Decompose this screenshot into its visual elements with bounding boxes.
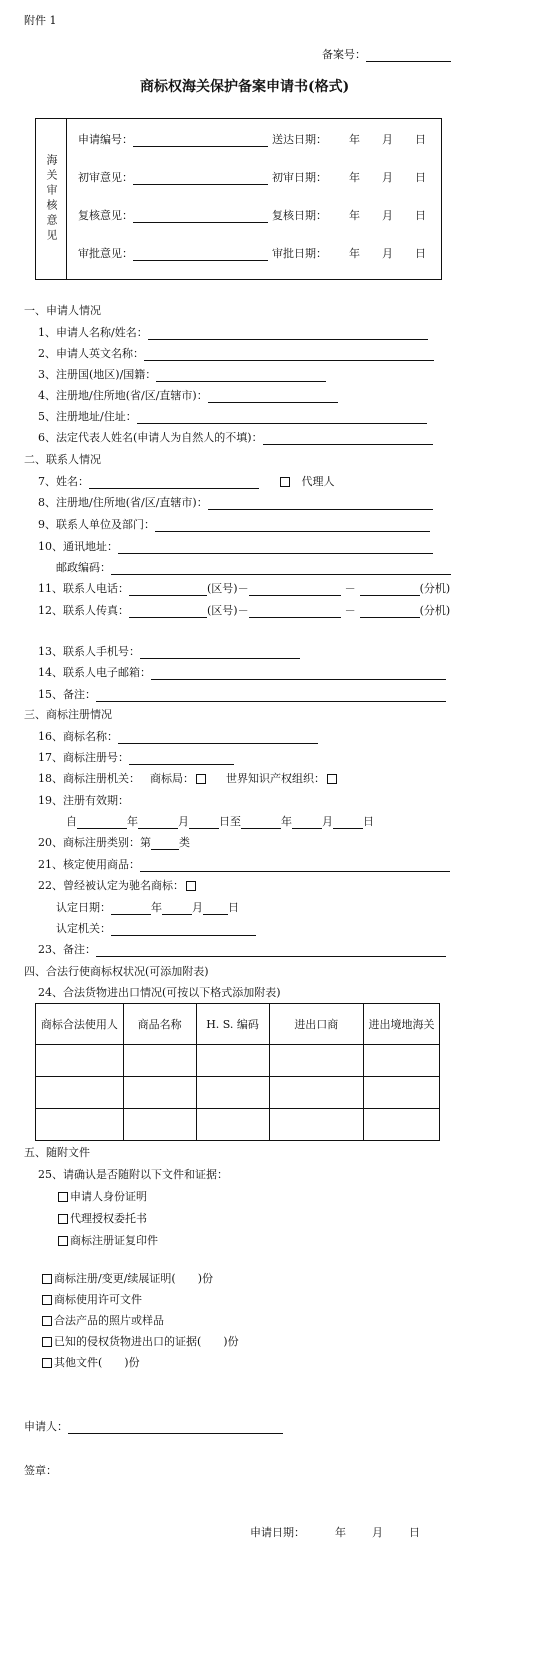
- agent-label: 代理人: [301, 475, 335, 488]
- category-label: 20、商标注册类别：: [38, 836, 140, 849]
- contact-reg-field[interactable]: [208, 497, 433, 510]
- record-no-label: 备案号：: [322, 48, 366, 61]
- contact-unit-label: 9、联系人单位及部门：: [38, 518, 155, 531]
- table-cell[interactable]: [36, 1045, 124, 1077]
- review-year-label: 年: [349, 133, 360, 146]
- doc-option[interactable]: [56, 1232, 158, 1248]
- fax-dash: －: [344, 604, 356, 617]
- contact-note-label: 15、备注：: [38, 688, 96, 701]
- doc-label: 合法产品的照片或样品: [54, 1314, 164, 1327]
- applicant-field-row: [38, 408, 427, 424]
- section-4-heading: 四、合法行使商标权状况(可添加附表): [24, 965, 209, 978]
- contact-unit-field[interactable]: [155, 519, 430, 532]
- fax-field[interactable]: [129, 605, 207, 618]
- applicant-field-label: 5、注册地址/住址：: [38, 410, 137, 423]
- contact-address-label: 10、通讯地址：: [38, 540, 118, 553]
- fax-ext-field[interactable]: [360, 605, 420, 618]
- review-date: [272, 207, 426, 223]
- table-cell[interactable]: [364, 1077, 440, 1109]
- fax-area-label: (区号)－: [207, 604, 249, 617]
- validity-from-year[interactable]: [77, 816, 127, 829]
- review-month-label: 月: [382, 209, 393, 222]
- seal-label: 签章：: [24, 1464, 57, 1477]
- rec-year-label: 年: [151, 901, 162, 914]
- table-cell[interactable]: [123, 1045, 196, 1077]
- tm-name-field[interactable]: [118, 731, 318, 744]
- table-cell[interactable]: [364, 1109, 440, 1141]
- mobile-field[interactable]: [140, 646, 300, 659]
- agent-option[interactable]: [278, 473, 335, 489]
- mobile-label: 13、联系人手机号：: [38, 645, 140, 658]
- review-left-label: 审批意见：: [78, 247, 133, 260]
- applicant-field-label: 3、注册国(地区)/国籍：: [38, 368, 157, 381]
- table-cell[interactable]: [123, 1077, 196, 1109]
- rec-year-field[interactable]: [111, 902, 151, 915]
- agent-checkbox[interactable]: [280, 477, 290, 487]
- tm-agency-row: [38, 770, 339, 786]
- applicant-field-label: 6、法定代表人姓名(申请人为自然人的不填)：: [38, 431, 263, 444]
- validity-day2-label: 日: [363, 815, 374, 828]
- review-year-label: 年: [349, 209, 360, 222]
- tm-no-row: [38, 749, 234, 765]
- applicant-label: 申请人：: [24, 1420, 68, 1433]
- validity-from-label: 自: [66, 815, 77, 828]
- page-title: 商标权海关保护备案申请书(格式): [140, 79, 350, 95]
- table-row: [36, 1045, 440, 1077]
- applicant-field-label: 4、注册地/住所地(省/区/直辖市)：: [38, 389, 208, 402]
- rec-day-label: 日: [228, 901, 239, 914]
- review-date: [272, 131, 426, 147]
- goods-table: [35, 1003, 440, 1141]
- wellknown-row: [38, 877, 198, 893]
- doc-checkbox[interactable]: [58, 1236, 68, 1246]
- doc-checkbox[interactable]: [58, 1214, 68, 1224]
- tm-name-row: [38, 728, 318, 744]
- contact-address-field[interactable]: [118, 541, 433, 554]
- contact-reg-label: 8、注册地/住所地(省/区/直辖市)：: [38, 496, 208, 509]
- table-cell[interactable]: [36, 1109, 124, 1141]
- validity-month-label: 月: [178, 815, 189, 828]
- validity-year-label: 年: [127, 815, 138, 828]
- review-left-field[interactable]: [133, 210, 268, 223]
- phone-dash: －: [344, 582, 356, 595]
- category-suffix: 类: [179, 836, 190, 849]
- applicant-field-input[interactable]: [156, 369, 326, 382]
- record-no-field[interactable]: [366, 49, 451, 62]
- phone-label: 11、联系人电话：: [38, 582, 129, 595]
- review-left-label: 申请编号：: [78, 133, 133, 146]
- review-date: [272, 169, 426, 185]
- apply-month-label: 月: [372, 1526, 383, 1539]
- review-date-label: 送达日期：: [272, 133, 327, 146]
- table-row: [36, 1109, 440, 1141]
- contact-name-label: 7、姓名：: [38, 475, 89, 488]
- contact-note-field[interactable]: [96, 689, 446, 702]
- email-field[interactable]: [151, 667, 446, 680]
- fax-ext-label: (分机): [419, 604, 451, 617]
- review-left-field[interactable]: [133, 172, 268, 185]
- apply-date-label: 申请日期：: [250, 1526, 305, 1539]
- doc-option[interactable]: [40, 1312, 164, 1328]
- wellknown-label: 22、曾经被认定为驰名商标：: [38, 879, 184, 892]
- email-label: 14、联系人电子邮箱：: [38, 666, 151, 679]
- doc-label: 其他文件( )份: [54, 1356, 140, 1369]
- doc-label: 已知的侵权货物进出口的证据( )份: [54, 1335, 239, 1348]
- phone-area-label: (区号)－: [207, 582, 249, 595]
- validity-month2-label: 月: [322, 815, 333, 828]
- applicant-field-row: [38, 324, 428, 340]
- validity-from-month[interactable]: [138, 816, 178, 829]
- rec-org-label: 认定机关：: [56, 922, 111, 935]
- phone-row: [38, 580, 450, 596]
- phone-field[interactable]: [129, 583, 207, 596]
- table-cell[interactable]: [196, 1077, 269, 1109]
- doc-label: 商标注册证复印件: [70, 1234, 158, 1247]
- phone-ext-field[interactable]: [360, 583, 420, 596]
- tm-no-field[interactable]: [129, 752, 234, 765]
- apply-date-row: [250, 1524, 420, 1540]
- tm-note-field[interactable]: [96, 944, 446, 957]
- review-day-label: 日: [415, 171, 426, 184]
- review-date-label: 复核日期：: [272, 209, 327, 222]
- review-left-label: 初审意见：: [78, 171, 133, 184]
- section-2-heading: 二、联系人情况: [24, 453, 101, 466]
- applicant-field-label: 1、申请人名称/姓名：: [38, 326, 148, 339]
- goods-table-header: 进出口商: [269, 1004, 364, 1045]
- table-cell[interactable]: [269, 1045, 364, 1077]
- review-side-label: 海关审核意见: [36, 119, 67, 279]
- applicant-field-row: [38, 387, 338, 403]
- table-cell[interactable]: [196, 1109, 269, 1141]
- table-cell[interactable]: [123, 1109, 196, 1141]
- doc-option[interactable]: [40, 1333, 239, 1349]
- fax-area-field[interactable]: [249, 605, 341, 618]
- apply-year-label: 年: [335, 1526, 346, 1539]
- review-day-label: 日: [415, 209, 426, 222]
- record-no: [322, 46, 451, 62]
- applicant-field-input[interactable]: [137, 411, 427, 424]
- doc-option[interactable]: [40, 1291, 142, 1307]
- contact-note-row: [38, 686, 446, 702]
- review-left-field[interactable]: [133, 248, 268, 261]
- doc-label: 商标使用许可文件: [54, 1293, 142, 1306]
- doc-checkbox[interactable]: [42, 1274, 52, 1284]
- fax-row: [38, 602, 450, 618]
- review-month-label: 月: [382, 247, 393, 260]
- contact-name-field[interactable]: [89, 476, 259, 489]
- review-month-label: 月: [382, 133, 393, 146]
- contact-reg-row: [38, 494, 433, 510]
- tm-name-label: 16、商标名称：: [38, 730, 118, 743]
- tm-note-row: [38, 941, 446, 957]
- postcode-field[interactable]: [111, 562, 451, 575]
- applicant-field-input[interactable]: [263, 432, 433, 445]
- section-1-heading: 一、申请人情况: [24, 304, 101, 317]
- doc-checkbox[interactable]: [42, 1358, 52, 1368]
- goods-row: [38, 856, 450, 872]
- rec-month-field[interactable]: [162, 902, 192, 915]
- table-row: [36, 1077, 440, 1109]
- goods-label: 21、核定使用商品：: [38, 858, 140, 871]
- doc-option[interactable]: [40, 1270, 213, 1286]
- table-cell[interactable]: [364, 1045, 440, 1077]
- review-day-label: 日: [415, 247, 426, 260]
- contact-unit-row: [38, 516, 430, 532]
- category-row: [38, 834, 190, 850]
- doc-checkbox[interactable]: [42, 1295, 52, 1305]
- table-cell[interactable]: [36, 1077, 124, 1109]
- doc-checkbox[interactable]: [42, 1316, 52, 1326]
- email-row: [38, 664, 446, 680]
- contact-address-row: [38, 538, 433, 554]
- applicant-row: [24, 1418, 283, 1434]
- mobile-row: [38, 643, 300, 659]
- table-cell[interactable]: [269, 1077, 364, 1109]
- agency-wipo-checkbox[interactable]: [327, 774, 337, 784]
- tm-no-label: 17、商标注册号：: [38, 751, 129, 764]
- review-row: [78, 207, 268, 223]
- validity-year2-label: 年: [281, 815, 292, 828]
- review-left-field[interactable]: [133, 134, 268, 147]
- section-3-heading: 三、商标注册情况: [24, 708, 112, 721]
- section-5-heading: 五、随附文件: [24, 1146, 90, 1159]
- phone-ext-label: (分机): [419, 582, 451, 595]
- review-year-label: 年: [349, 171, 360, 184]
- doc-option[interactable]: [56, 1188, 147, 1204]
- rec-date-row: [56, 899, 239, 915]
- review-year-label: 年: [349, 247, 360, 260]
- tm-agency-label: 18、商标注册机关：: [38, 772, 140, 785]
- review-date: [272, 245, 426, 261]
- doc-label: 商标注册/变更/续展证明( )份: [54, 1272, 213, 1285]
- applicant-field-label: 2、申请人英文名称：: [38, 347, 144, 360]
- validity-to-year[interactable]: [241, 816, 281, 829]
- table-cell[interactable]: [269, 1109, 364, 1141]
- review-left-label: 复核意见：: [78, 209, 133, 222]
- section-4-sub: 24、合法货物进出口情况(可按以下格式添加附表): [38, 986, 281, 999]
- agency-tmo-label: 商标局：: [150, 772, 194, 785]
- review-row: [78, 169, 268, 185]
- goods-table-header: 进出境地海关: [364, 1004, 440, 1045]
- agency-wipo-label: 世界知识产权组织：: [226, 772, 325, 785]
- applicant-field-input[interactable]: [148, 327, 428, 340]
- postcode-row: [56, 559, 451, 575]
- category-prefix: 第: [140, 836, 151, 849]
- goods-field[interactable]: [140, 859, 450, 872]
- review-month-label: 月: [382, 171, 393, 184]
- review-date-label: 审批日期：: [272, 247, 327, 260]
- category-field[interactable]: [151, 837, 179, 850]
- table-cell[interactable]: [196, 1045, 269, 1077]
- apply-day-label: 日: [409, 1526, 420, 1539]
- rec-org-field[interactable]: [111, 923, 256, 936]
- agency-tmo-checkbox[interactable]: [196, 774, 206, 784]
- rec-month-label: 月: [192, 901, 203, 914]
- rec-org-row: [56, 920, 256, 936]
- review-row: [78, 131, 268, 147]
- applicant-field-row: [38, 429, 433, 445]
- goods-table-header: 商标合法使用人: [36, 1004, 124, 1045]
- postcode-label: 邮政编码：: [56, 561, 111, 574]
- review-row: [78, 245, 268, 261]
- contact-name-row: [38, 473, 259, 489]
- applicant-field-input[interactable]: [208, 390, 338, 403]
- fax-label: 12、联系人传真：: [38, 604, 129, 617]
- validity-row: [66, 813, 374, 829]
- validity-to-day[interactable]: [333, 816, 363, 829]
- doc-label: 申请人身份证明: [70, 1190, 147, 1203]
- attachment-label: 附件 1: [24, 14, 57, 27]
- goods-table-header: 商品名称: [123, 1004, 196, 1045]
- validity-label: 19、注册有效期：: [38, 794, 129, 807]
- rec-date-label: 认定日期：: [56, 901, 111, 914]
- review-day-label: 日: [415, 133, 426, 146]
- doc-option[interactable]: [40, 1354, 140, 1370]
- validity-to-label: 日至: [219, 815, 241, 828]
- applicant-field-input[interactable]: [144, 348, 434, 361]
- review-date-label: 初审日期：: [272, 171, 327, 184]
- wellknown-checkbox[interactable]: [186, 881, 196, 891]
- applicant-field[interactable]: [68, 1421, 283, 1434]
- tm-note-label: 23、备注：: [38, 943, 96, 956]
- goods-table-header: H. S. 编码: [196, 1004, 269, 1045]
- doc-option[interactable]: [56, 1210, 147, 1226]
- doc-checkbox[interactable]: [58, 1192, 68, 1202]
- doc-label: 代理授权委托书: [70, 1212, 147, 1225]
- rec-day-field[interactable]: [203, 902, 228, 915]
- applicant-field-row: [38, 345, 434, 361]
- applicant-field-row: [38, 366, 326, 382]
- doc-checkbox[interactable]: [42, 1337, 52, 1347]
- section-5-sub: 25、请确认是否随附以下文件和证据：: [38, 1168, 228, 1181]
- validity-from-day[interactable]: [189, 816, 219, 829]
- validity-to-month[interactable]: [292, 816, 322, 829]
- phone-area-field[interactable]: [249, 583, 341, 596]
